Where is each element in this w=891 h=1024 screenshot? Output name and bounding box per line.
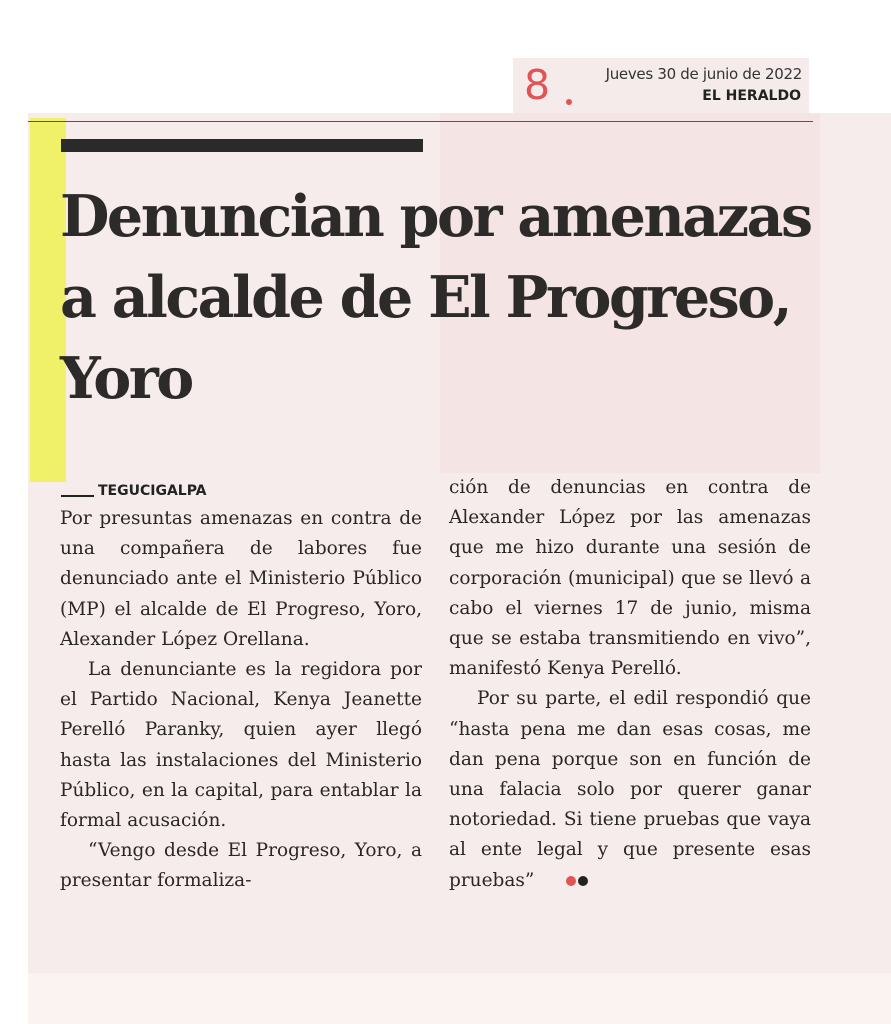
article-column-1 xyxy=(60,504,422,897)
page-number-dot xyxy=(566,99,572,105)
dateline-city: TEGUCIGALPA xyxy=(98,483,207,499)
paragraph-4 xyxy=(449,684,811,896)
dateline-rule xyxy=(61,495,94,497)
issue-date: Jueves 30 de junio de 2022 xyxy=(605,65,802,83)
paragraph-4-text: Por su parte, el edil respondió que “hasta pena me dan esas cosas, me dan pena porque son en función de una falacia solo por querer ganar notoriedad. Si tiene pruebas que vaya al ente legal y que presente esas pruebas” xyxy=(449,688,811,891)
clipping-bottom xyxy=(28,973,891,1024)
end-mark-icon xyxy=(538,866,590,896)
paragraph-3: “Vengo desde El Progreso, Yoro, a presentar formaliza- xyxy=(60,840,422,892)
paragraph-1: Por presuntas amenazas en contra de una compañera de labores fue denunciado ante el Ministerio Público (MP) el alcalde de El Progreso, Yoro, Alexander López Orellana. xyxy=(60,508,422,650)
article-column-2 xyxy=(449,473,811,896)
publication-name: EL HERALDO xyxy=(702,88,801,104)
headline: Denuncian por amenazas a alcalde de El Progreso, Yoro xyxy=(60,183,811,412)
page-number: 8 xyxy=(524,61,551,109)
dateline xyxy=(61,481,207,501)
paragraph-2: La denunciante es la regidora por el Partido Nacional, Kenya Jeanette Perelló Paranky, quien ayer llegó hasta las instalaciones del Ministerio Público, en la capital, para entablar la formal acusación. xyxy=(60,659,422,832)
section-bar xyxy=(61,139,423,152)
paragraph-3-continued: ción de denuncias en contra de Alexander López por las amenazas que me hizo durante una sesión de corporación (municipal) que se llevó a cabo el viernes 17 de junio, misma que se estaba transmitiendo en vivo”, manifestó Kenya Perelló. xyxy=(449,477,811,680)
header-rule xyxy=(28,121,813,122)
